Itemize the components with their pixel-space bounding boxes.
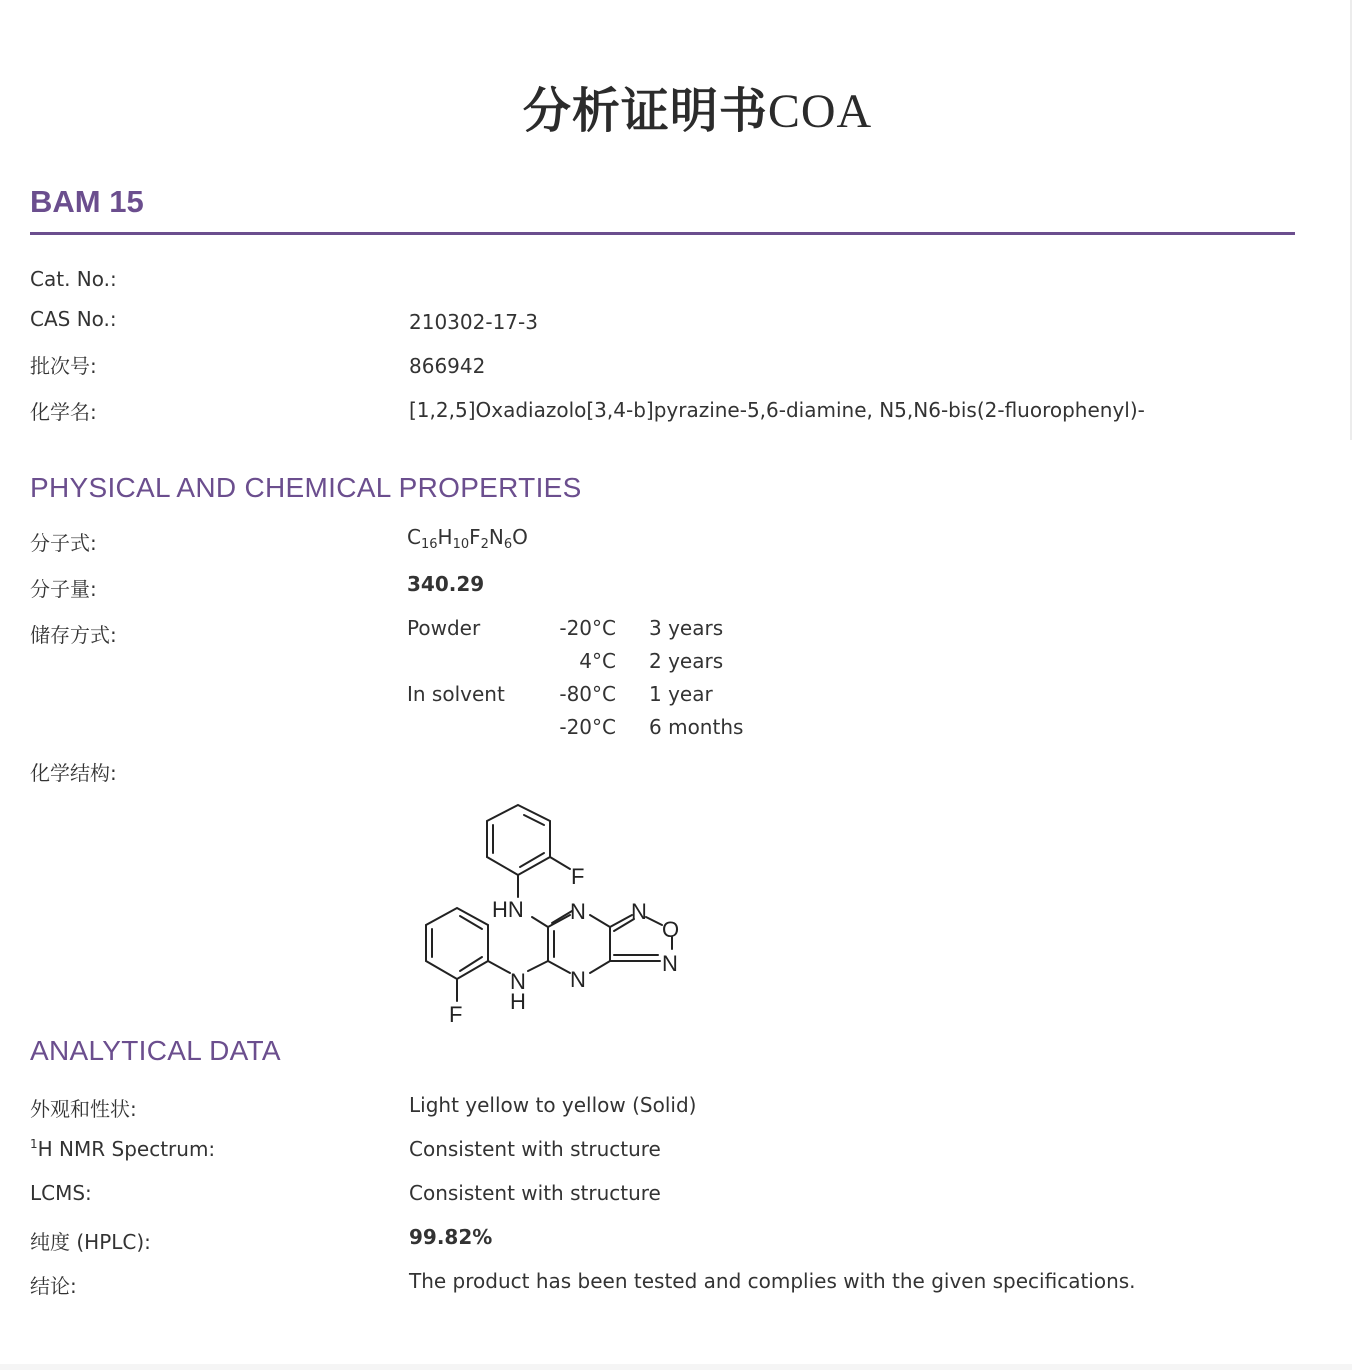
top-phenyl-ring	[487, 805, 550, 875]
purity-value: 99.82%	[409, 1225, 493, 1249]
nmr-superscript: 1	[30, 1137, 38, 1151]
nmr-label-text: H NMR Spectrum:	[37, 1137, 216, 1161]
atom-n-ring-bottom: N	[570, 967, 586, 992]
cas-no-label: CAS No.:	[30, 307, 117, 331]
conclusion-label: 结论:	[30, 1274, 77, 1298]
storage-duration: 6 months	[649, 715, 744, 739]
storage-duration: 2 years	[649, 649, 724, 673]
lcms-label: LCMS:	[30, 1181, 92, 1205]
nmr-label	[30, 1137, 215, 1161]
formula-label: 分子式:	[30, 531, 97, 555]
formula-count: 10	[452, 537, 470, 552]
storage-label: 储存方式:	[30, 623, 117, 647]
storage-temp: -20°C	[559, 715, 616, 739]
document-title	[0, 72, 1352, 141]
mw-label: 分子量:	[30, 577, 97, 601]
title-latin: COA	[767, 85, 873, 138]
storage-temp: 4°C	[579, 649, 616, 673]
atom-o-ox: O	[662, 917, 680, 942]
storage-duration: 3 years	[649, 616, 724, 640]
atom-f-bottom: F	[449, 1002, 463, 1027]
storage-form: Powder	[407, 616, 481, 640]
molecular-weight-value: 340.29	[407, 572, 485, 596]
chemical-name-label: 化学名:	[30, 400, 97, 424]
structure-label: 化学结构:	[30, 761, 117, 785]
formula-element: H	[437, 525, 453, 549]
atom-f-top: F	[571, 864, 585, 889]
atom-n-ring-top: N	[570, 899, 586, 924]
formula-element: F	[469, 525, 481, 549]
lot-no-label: 批次号:	[30, 354, 97, 378]
storage-form: In solvent	[407, 682, 505, 706]
analytical-heading: ANALYTICAL DATA	[30, 1035, 281, 1066]
chemical-name-value: [1,2,5]Oxadiazolo[3,4-b]pyrazine-5,6-diamine, N5,N6-bis(2-fluorophenyl)-	[409, 398, 1145, 422]
storage-duration: 1 year	[649, 682, 713, 706]
appearance-value: Light yellow to yellow (Solid)	[409, 1093, 697, 1117]
cat-no-label: Cat. No.:	[30, 267, 117, 291]
atom-n-ox-top: N	[631, 899, 647, 924]
chemical-structure-image	[420, 795, 700, 1030]
storage-temp: -80°C	[559, 682, 616, 706]
cas-no-value: 210302-17-3	[409, 310, 538, 334]
nmr-value: Consistent with structure	[409, 1137, 661, 1161]
bottom-phenyl-ring	[426, 908, 488, 979]
molecular-formula	[407, 525, 528, 552]
formula-element: C	[407, 525, 421, 549]
purity-label: 纯度 (HPLC):	[30, 1230, 151, 1254]
formula-count: 2	[480, 537, 489, 552]
page-edge-bottom	[0, 1364, 1352, 1370]
header-divider	[30, 232, 1295, 235]
storage-temp: -20°C	[559, 616, 616, 640]
lot-no-value: 866942	[409, 354, 486, 378]
product-name: BAM 15	[30, 184, 144, 219]
atom-n-amine: N	[510, 969, 526, 994]
formula-count: 6	[503, 537, 513, 552]
conclusion-value: The product has been tested and complies with the given specifications.	[409, 1269, 1136, 1293]
formula-element: O	[512, 525, 528, 549]
atom-h-amine: H	[510, 989, 526, 1014]
lcms-value: Consistent with structure	[409, 1181, 661, 1205]
atom-hn: HN	[492, 897, 524, 922]
properties-heading: PHYSICAL AND CHEMICAL PROPERTIES	[30, 472, 582, 503]
formula-element: N	[488, 525, 504, 549]
title-cn: 分析证明书	[522, 83, 768, 139]
atom-n-ox-bottom: N	[662, 951, 678, 976]
formula-count: 16	[420, 537, 438, 552]
appearance-label: 外观和性状:	[30, 1097, 137, 1121]
